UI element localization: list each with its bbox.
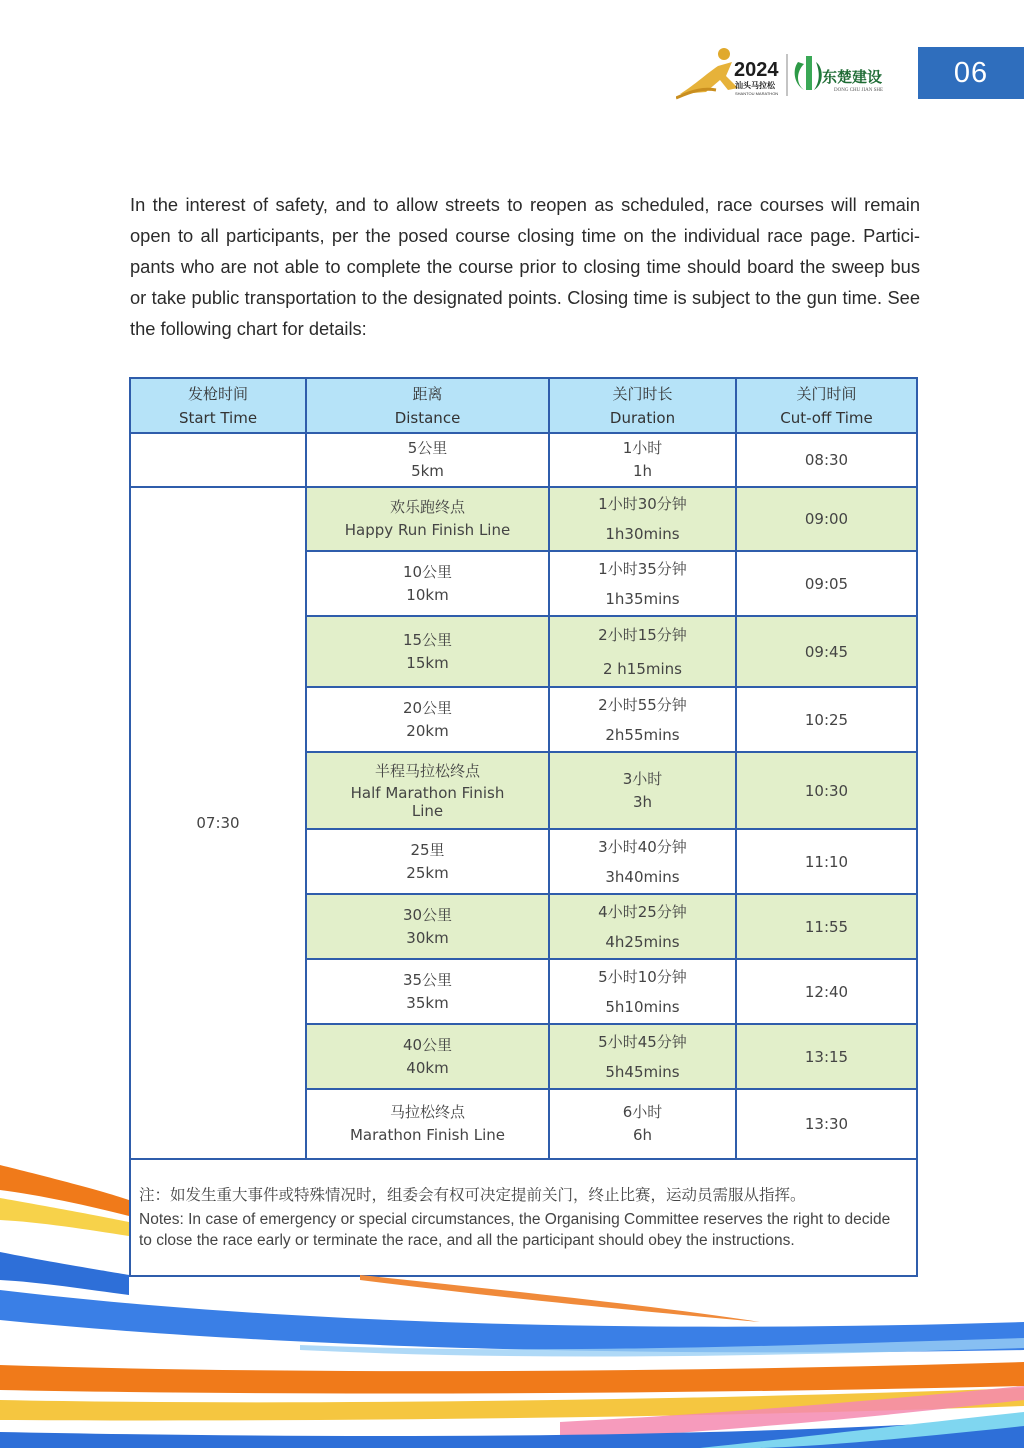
distance-cell: 25里 25km [306, 829, 549, 894]
distance-cell: 马拉松终点 Marathon Finish Line [306, 1089, 549, 1159]
cutoff-cell: 09:05 [736, 551, 917, 616]
table-row [130, 433, 917, 487]
distance-cell: 半程马拉松终点 Half Marathon Finish Line [306, 752, 549, 829]
duration-cell: 3小时 3h [549, 752, 736, 829]
start-time-cell: 07:30 [130, 487, 306, 1159]
distance-cell: 20公里 20km [306, 687, 549, 752]
cutoff-cell: 10:30 [736, 752, 917, 829]
page-number: 06 [918, 47, 1024, 99]
cutoff-table [129, 377, 918, 1277]
cutoff-cell: 09:45 [736, 616, 917, 687]
cutoff-cell: 11:10 [736, 829, 917, 894]
sponsor-cn: 东楚建设 [822, 68, 883, 86]
duration-cell: 2小时15分钟 2 h15mins [549, 616, 736, 687]
cutoff-cell: 12:40 [736, 959, 917, 1024]
table-row [130, 487, 917, 551]
distance-cell: 30公里 30km [306, 894, 549, 959]
header-start-time: 发枪时间 Start Time [130, 378, 306, 433]
duration-cell: 2小时55分钟 2h55mins [549, 687, 736, 752]
distance-cell: 35公里 35km [306, 959, 549, 1024]
table-header-row [130, 378, 917, 433]
cutoff-cell: 13:30 [736, 1089, 917, 1159]
note-cn: 注：如发生重大事件或特殊情况时，组委会有权可决定提前关门，终止比赛，运动员需服从指挥。 [139, 1186, 806, 1204]
header-logos [676, 44, 906, 102]
header-distance: 距离 Distance [306, 378, 549, 433]
duration-cell: 1小时30分钟 1h30mins [549, 487, 736, 551]
decorative-ribbons [0, 1150, 1024, 1448]
note-en: Notes: In case of emergency or special circumstances, the Organising Committee reserves the right to decide to close the race early or terminate the race, and all the participant should obey the instructions. [139, 1210, 891, 1249]
cutoff-cell: 09:00 [736, 487, 917, 551]
distance-cell: 5公里 5km [306, 433, 549, 487]
duration-cell: 1小时35分钟 1h35mins [549, 551, 736, 616]
logo-year: 2024 [734, 59, 779, 81]
duration-cell: 6小时 6h [549, 1089, 736, 1159]
duration-cell: 1小时 1h [549, 433, 736, 487]
cutoff-cell: 13:15 [736, 1024, 917, 1089]
duration-cell: 5小时45分钟 5h45mins [549, 1024, 736, 1089]
runner-logo-icon [676, 48, 738, 98]
distance-cell: 10公里 10km [306, 551, 549, 616]
distance-cell: 欢乐跑终点 Happy Run Finish Line [306, 487, 549, 551]
distance-cell: 40公里 40km [306, 1024, 549, 1089]
distance-cell: 15公里 15km [306, 616, 549, 687]
header-duration: 关门时长 Duration [549, 378, 736, 433]
empty-cell [130, 433, 306, 487]
duration-cell: 4小时25分钟 4h25mins [549, 894, 736, 959]
cutoff-cell: 10:25 [736, 687, 917, 752]
cutoff-cell: 11:55 [736, 894, 917, 959]
logo-cn: 汕头马拉松 [735, 81, 775, 90]
header-cutoff: 关门时间 Cut-off Time [736, 378, 917, 433]
logo-en: SHANTOU MARATHON [735, 91, 779, 96]
duration-cell: 3小时40分钟 3h40mins [549, 829, 736, 894]
duration-cell: 5小时10分钟 5h10mins [549, 959, 736, 1024]
intro-paragraph: In the interest of safety, and to allow streets to reopen as scheduled, race courses will remain open to all participants, per the posed course closing time on the individual race page. Partici-pants who are not able to complete the course prior to closing time should board the sweep bus or take public transportation to the designated points. Closing time is subject to the gun time. See the following chart for details: [130, 194, 920, 339]
sponsor-en: DONG CHU JIAN SHE [834, 88, 884, 93]
cutoff-cell: 08:30 [736, 433, 917, 487]
bamboo-logo-icon [795, 56, 822, 90]
